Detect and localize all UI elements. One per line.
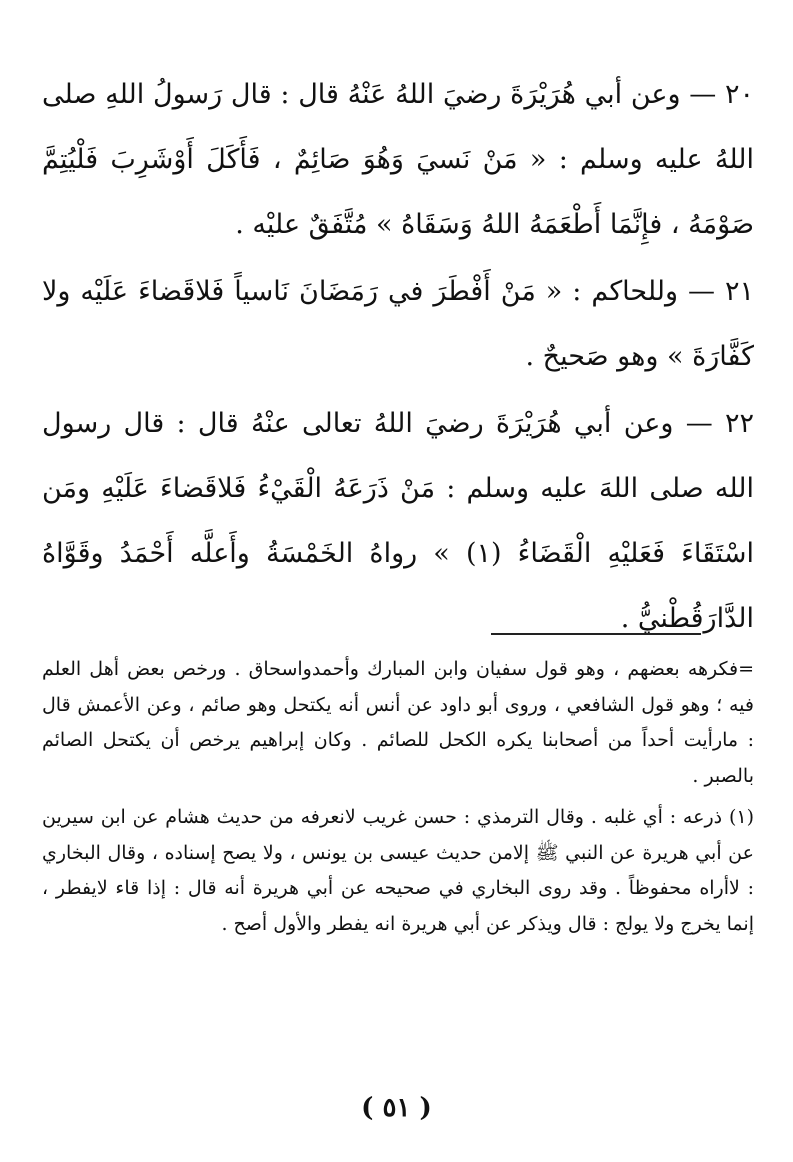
footnote-continuation: =فكرهه بعضهم ، وهو قول سفيان وابن المبارك وأحمدواسحاق . ورخص بعض أهل العلم فيه ؛ وهو قول الشافعي ، وروى أبو داود عن أنس أنه يكتحل وهو صائم ، وعن الأعمش قال : مارأيت أحداً من أصحابنا يكره الكحل للصائم . وكان إبراهيم يرخص أن يكتحل الصائم بالصبر . [42,658,754,787]
hadith-20: ٢٠ — وعن أبي هُرَيْرَةَ رضيَ اللهُ عَنْهُ قال : قال رَسولُ اللهِ صلى اللهُ عليه وسلم : « مَنْ نَسيَ وَهُوَ صَائِمٌ ، فَأَكَلَ أَوْشَرِبَ فَلْيُتِمَّ صَوْمَهُ ، فإِنَّمَا أَطْعَمَهُ اللهُ وَسَقَاهُ » مُتَّفَقٌ عليْه . [42,79,754,240]
page-number: ( ٥١ ) [361,1093,432,1123]
hadith-22: ٢٢ — وعن أبي هُرَيْرَةَ رضيَ اللهُ تعالى عنْهُ قال : قال رسول الله صلى اللهَ عليه وسلم : مَنْ ذَرَعَهُ الْقَيْءُ فَلاقَضاءَ عَلَيْهِ ومَن اسْتَقَاءَ فَعَليْهِ الْقَضَاءُ (١) » رواهُ الخَمْسَةُ وأَعلَّه أَحْمَدُ وقَوَّاهُ الدَّارَقُطْنيُّ . [42,408,754,634]
footnotes [42,652,754,942]
hadith-21: ٢١ — وللحاكم : « مَنْ أَفْطَرَ في رَمَضَانَ نَاسياً فَلاقَضاءَ عَلَيْه ولا كَفَّارَةَ » وهو صَحيحٌ . [42,276,754,372]
main-text [42,62,754,651]
footnote-divider [491,633,701,635]
footnote-1: (١) ذرعه : أي غلبه . وقال الترمذي : حسن غريب لانعرفه من حديث هشام عن ابن سيرين عن أبي هريرة عن النبي ﷺ إلامن حديث عيسى بن يونس ، ولا يصح إسناده ، وقال البخاري : لاأراه محفوظاً . وقد روى البخاري في صحيحه عن أبي هريرة أنه قال : إذا قاء لايفطر ، إنما يخرج ولا يولج : قال ويذكر عن أبي هريرة انه يفطر والأول أصح . [42,806,754,935]
